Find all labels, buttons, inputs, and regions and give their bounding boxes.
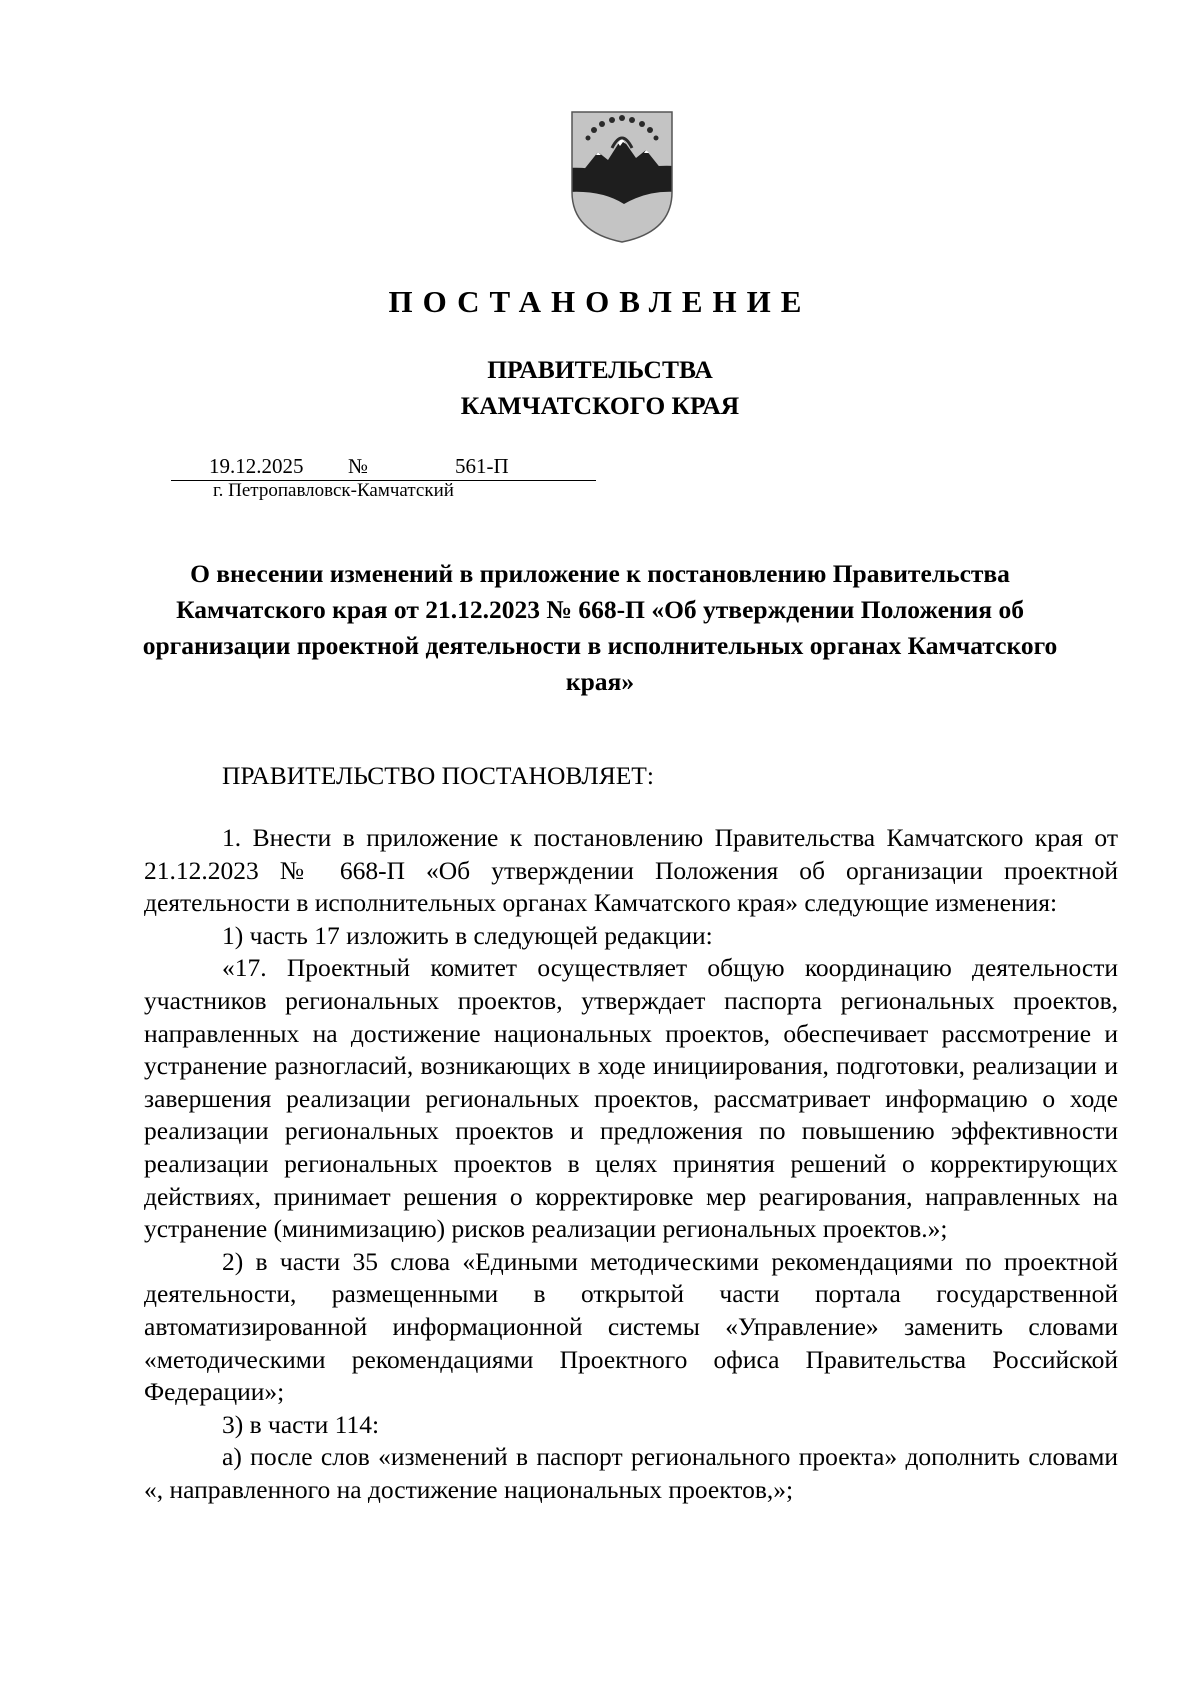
paragraph: а) после слов «изменений в паспорт регионального проекта» дополнить словами «, направленного на достижение национальных проектов,»; <box>144 1442 1118 1504</box>
kamchatka-coat-of-arms-icon <box>568 108 676 244</box>
document-heading: О внесении изменений в приложение к постановлению Правительства Камчатского края от 21.12.2023 № 668-П «Об утверждении Положения об организации проектной деятельности в исполнительных органах Камчатского края» <box>142 559 1058 696</box>
emblem-icon <box>568 108 676 244</box>
paragraph: 2) в части 35 слова «Едиными методическими рекомендациями по проектной деятельности, размещенными в открытой части портала государственной автоматизированной информационной системы «Управление» заменить словами «методическими рекомендациями Проектного офиса Правительства Российской Федерации»; <box>144 1246 1118 1407</box>
paragraph: 3) в части 114: <box>222 1409 380 1439</box>
decree-statement: ПРАВИТЕЛЬСТВО ПОСТАНОВЛЯЕТ: <box>222 761 654 790</box>
document-body <box>144 822 1118 1506</box>
paragraph: «17. Проектный комитет осуществляет общую координацию деятельности участников региональных проектов, утверждает паспорта региональных проектов, направленных на достижение национальных проектов, обеспечивает рассмотрение и устранение разногласий, возникающих в ходе инициирования, подготовки, реализации и завершения реализации региональных проектов, рассматривает информацию о ходе реализации региональных проектов и предложения по повышению эффективности реализации региональных проектов в целях принятия решений о корректирующих действиях, принимает решения о корректировке мер реагирования, направленных на устранение (минимизацию) рисков реализации региональных проектов.»; <box>144 953 1118 1244</box>
issuing-authority <box>0 352 1200 424</box>
paragraph: 1. Внести в приложение к постановлению Правительства Камчатского края от 21.12.2023 № 668-П «Об утверждении Положения об организации проектной деятельности в исполнительных органах Камчатского края» следующие изменения: <box>144 823 1118 918</box>
date-number-line <box>171 452 596 481</box>
authority-line-1: ПРАВИТЕЛЬСТВА <box>487 355 713 384</box>
number-sign: № <box>348 454 369 478</box>
document-date: 19.12.2025 <box>209 454 304 478</box>
place-of-issue: г. Петропавловск-Камчатский <box>213 480 454 501</box>
authority-line-2: КАМЧАТСКОГО КРАЯ <box>460 391 740 420</box>
paragraph: 1) часть 17 изложить в следующей редакции: <box>222 920 713 950</box>
document-title: ПОСТАНОВЛЕНИЕ <box>388 284 812 319</box>
document-number: 561-П <box>455 454 509 478</box>
